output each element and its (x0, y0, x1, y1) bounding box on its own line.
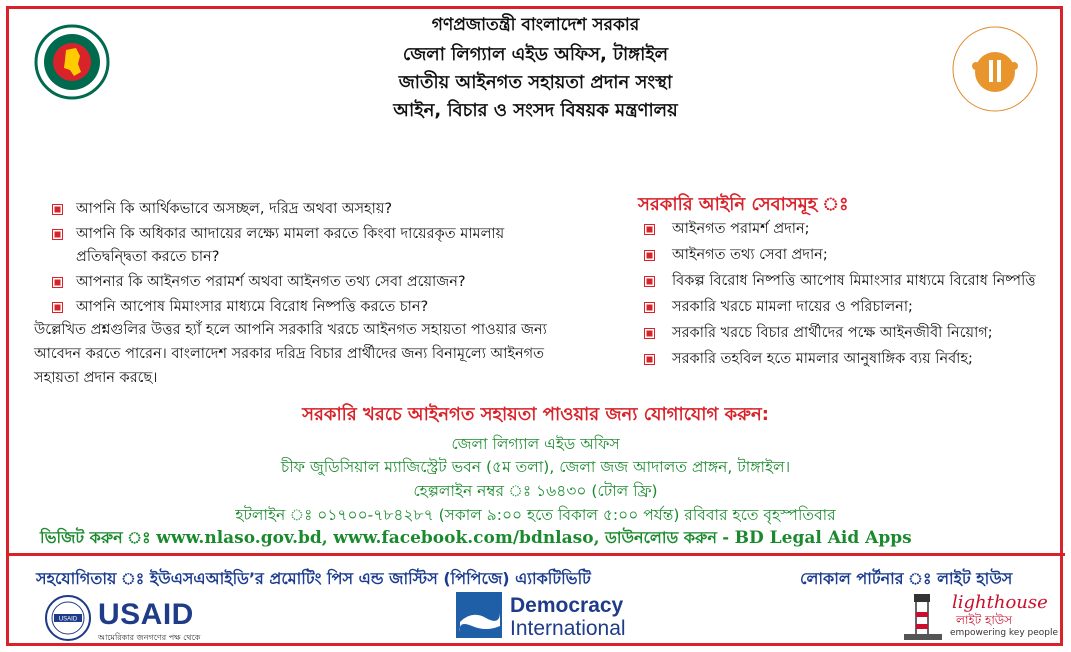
eligibility-paragraph: উল্লেখিত প্রশ্নগুলির উত্তর হ্যাঁ হলে আপনি সরকারি খরচে আইনগত সহায়তা পাওয়ার জন্য আবেদন করতে পারেন। বাংলাদেশ সরকার দরিদ্র বিচার প্রার্থীদের জন্য বিনামূল্যে আইনগত সহায়তা প্রদান করছে। (34, 322, 547, 386)
service-item (644, 348, 1059, 371)
lighthouse-en: lighthouse (952, 592, 1048, 613)
service-item (644, 322, 1059, 345)
service-item (644, 270, 1059, 293)
lighthouse-icon (900, 590, 946, 642)
bullet-icon (644, 250, 655, 261)
website-link[interactable]: www.nlaso.gov.bd, (156, 528, 328, 548)
democracy-line2: International (510, 617, 626, 640)
service-text: সরকারি খরচে মামলা দায়ের ও পরিচালনা; (672, 299, 913, 315)
usaid-seal-label: USAID (58, 616, 78, 623)
question-item (52, 198, 572, 221)
download-label: ডাউনলোড করুন - (605, 528, 730, 547)
service-item (644, 218, 1059, 241)
facebook-link[interactable]: www.facebook.com/bdnlaso, (333, 528, 600, 548)
eligibility-questions (52, 198, 572, 321)
service-text: বিকল্প বিরোধ নিষ্পত্তি আপোষ মিমাংসার মাধ্যমে বিরোধ নিষ্পত্তি (672, 273, 1036, 289)
question-text: আপনার কি আইনগত পরামর্শ অথবা আইনগত তথ্য সেবা প্রয়োজন? (76, 274, 466, 290)
contact-address: চীফ জুডিসিয়াল ম্যাজিস্ট্রেট ভবন (৫ম তলা), জেলা জজ আদালত প্রাঙ্গন, টাঙ্গাইল। (280, 458, 791, 476)
service-text: আইনগত পরামর্শ প্রদান; (672, 221, 810, 237)
support-line: সহযোগিতায় ঃ ইউএসএআইডি’র প্রমোটিং পিস এন্ড জাস্টিস (পিপিজে) এ্যাকটিভিটি (36, 569, 591, 588)
bullet-icon (52, 277, 63, 288)
divider (6, 553, 1065, 556)
question-item (52, 223, 572, 269)
bullet-icon (52, 229, 63, 240)
header-government: গণপ্রজাতন্ত্রী বাংলাদেশ সরকার (431, 15, 640, 35)
service-item (644, 244, 1059, 267)
service-text: সরকারি খরচে বিচার প্রার্থীদের পক্ষে আইনজীবী নিয়োগ; (672, 325, 993, 341)
contact-title: সরকারি খরচে আইনগত সহায়তা পাওয়ার জন্য যোগাযোগ করুন: (302, 404, 769, 425)
visit-label: ভিজিট করুন ঃ (40, 528, 151, 547)
services-list (644, 218, 1059, 374)
democracy-international-logo (456, 592, 656, 644)
service-item (644, 296, 1059, 319)
app-name[interactable]: BD Legal Aid Apps (734, 528, 912, 548)
question-text: আপনি কি আর্থিকভাবে অসচ্ছল, দরিদ্র অথবা অসহায়? (76, 201, 393, 217)
header-office: জেলা লিগ্যাল এইড অফিস, টাঙ্গাইল (402, 44, 669, 65)
bullet-icon (52, 302, 63, 313)
service-text: আইনগত তথ্য সেবা প্রদান; (672, 247, 828, 263)
lighthouse-bn: লাইট হাউস (956, 613, 1013, 627)
lighthouse-tagline: empowering key people (950, 628, 1059, 638)
bullet-icon (644, 276, 655, 287)
democracy-line1: Democracy (510, 594, 624, 617)
header-ministry: আইন, বিচার ও সংসদ বিষয়ক মন্ত্রণালয় (393, 100, 678, 121)
usaid-wordmark (98, 598, 194, 632)
contact-office: জেলা লিগ্যাল এইড অফিস (451, 435, 620, 453)
question-item (52, 271, 572, 294)
contact-helpline: হেল্পলাইন নম্বর ঃ ১৬৪৩০ (টোল ফ্রি) (413, 482, 658, 500)
question-text: আপনি আপোষ মিমাংসার মাধ্যমে বিরোধ নিষ্পত্তি করতে চান? (76, 299, 429, 315)
usaid-logo (44, 594, 224, 644)
usaid-tagline: আমেরিকার জনগণের পক্ষ থেকে (98, 633, 201, 642)
usaid-seal-icon (44, 594, 92, 642)
bullet-icon (52, 204, 63, 215)
question-text: আপনি কি অধিকার আদায়ের লক্ষ্যে মামলা করতে কিংবা দায়েরকৃত মামলায় প্রতিদ্বন্দ্বিতা করতে চান? (76, 226, 505, 265)
question-item (52, 296, 572, 319)
header-organization: জাতীয় আইনগত সহায়তা প্রদান সংস্থা (398, 72, 673, 93)
contact-hotline: হটলাইন ঃ ০১৭০০-৭৮৪২৮৭ (সকাল ৯:০০ হতে বিকাল ৫:০০ পর্যন্ত) রবিবার হতে বৃহস্পতিবার (235, 506, 836, 524)
lighthouse-logo (900, 590, 1060, 646)
visit-line (40, 525, 912, 552)
services-title: সরকারি আইনি সেবাসমূহ ঃ (638, 194, 849, 215)
partner-line: লোকাল পার্টনার ঃ লাইট হাউস (800, 569, 1013, 588)
democracy-flag-icon (456, 592, 502, 638)
bullet-icon (644, 328, 655, 339)
bullet-icon (644, 302, 655, 313)
usaid-name: USAID (98, 598, 194, 631)
bullet-icon (644, 224, 655, 235)
service-text: সরকারি তহবিল হতে মামলার আনুষাঙ্গিক ব্যয় নির্বাহ; (672, 351, 973, 367)
bullet-icon (644, 354, 655, 365)
